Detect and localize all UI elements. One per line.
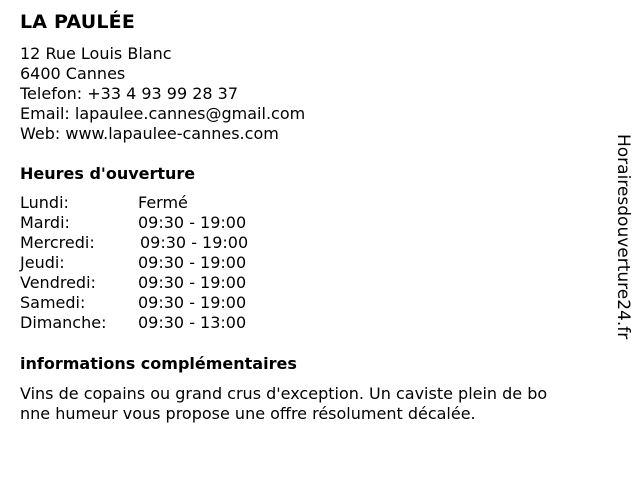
day-label: Mardi: bbox=[20, 213, 70, 232]
time-value: 09:30 - 19:00 bbox=[138, 293, 247, 312]
phone-number: Telefon: +33 4 93 99 28 37 bbox=[20, 84, 239, 103]
contact-block bbox=[20, 44, 305, 144]
time-value: 09:30 - 19:00 bbox=[138, 253, 247, 272]
business-name: LA PAULÉE bbox=[20, 11, 136, 33]
day-label: Samedi: bbox=[20, 293, 86, 312]
day-label: Mercredi: bbox=[20, 233, 95, 252]
address-city: 6400 Cannes bbox=[20, 64, 126, 83]
info-heading: informations complémentaires bbox=[20, 354, 297, 373]
day-label: Lundi: bbox=[20, 193, 69, 212]
info-text bbox=[20, 384, 600, 424]
email-address: Email: lapaulee.cannes@gmail.com bbox=[20, 104, 306, 123]
watermark-text: Horairesdouverture24.fr bbox=[613, 134, 633, 340]
address-street: 12 Rue Louis Blanc bbox=[20, 44, 172, 63]
info-line: nne humeur vous propose une offre résolument décalée. bbox=[20, 404, 476, 423]
time-value: Fermé bbox=[138, 193, 188, 212]
time-value: 09:30 - 19:00 bbox=[140, 233, 249, 252]
time-value: 09:30 - 19:00 bbox=[138, 213, 247, 232]
hours-heading: Heures d'ouverture bbox=[20, 164, 196, 183]
time-value: 09:30 - 19:00 bbox=[138, 273, 247, 292]
day-label: Dimanche: bbox=[20, 313, 107, 332]
info-line: Vins de copains ou grand crus d'exception. Un caviste plein de bo bbox=[20, 384, 548, 403]
day-label: Vendredi: bbox=[20, 273, 96, 292]
day-label: Jeudi: bbox=[20, 253, 65, 272]
time-value: 09:30 - 13:00 bbox=[138, 313, 247, 332]
website: Web: www.lapaulee-cannes.com bbox=[20, 124, 279, 143]
